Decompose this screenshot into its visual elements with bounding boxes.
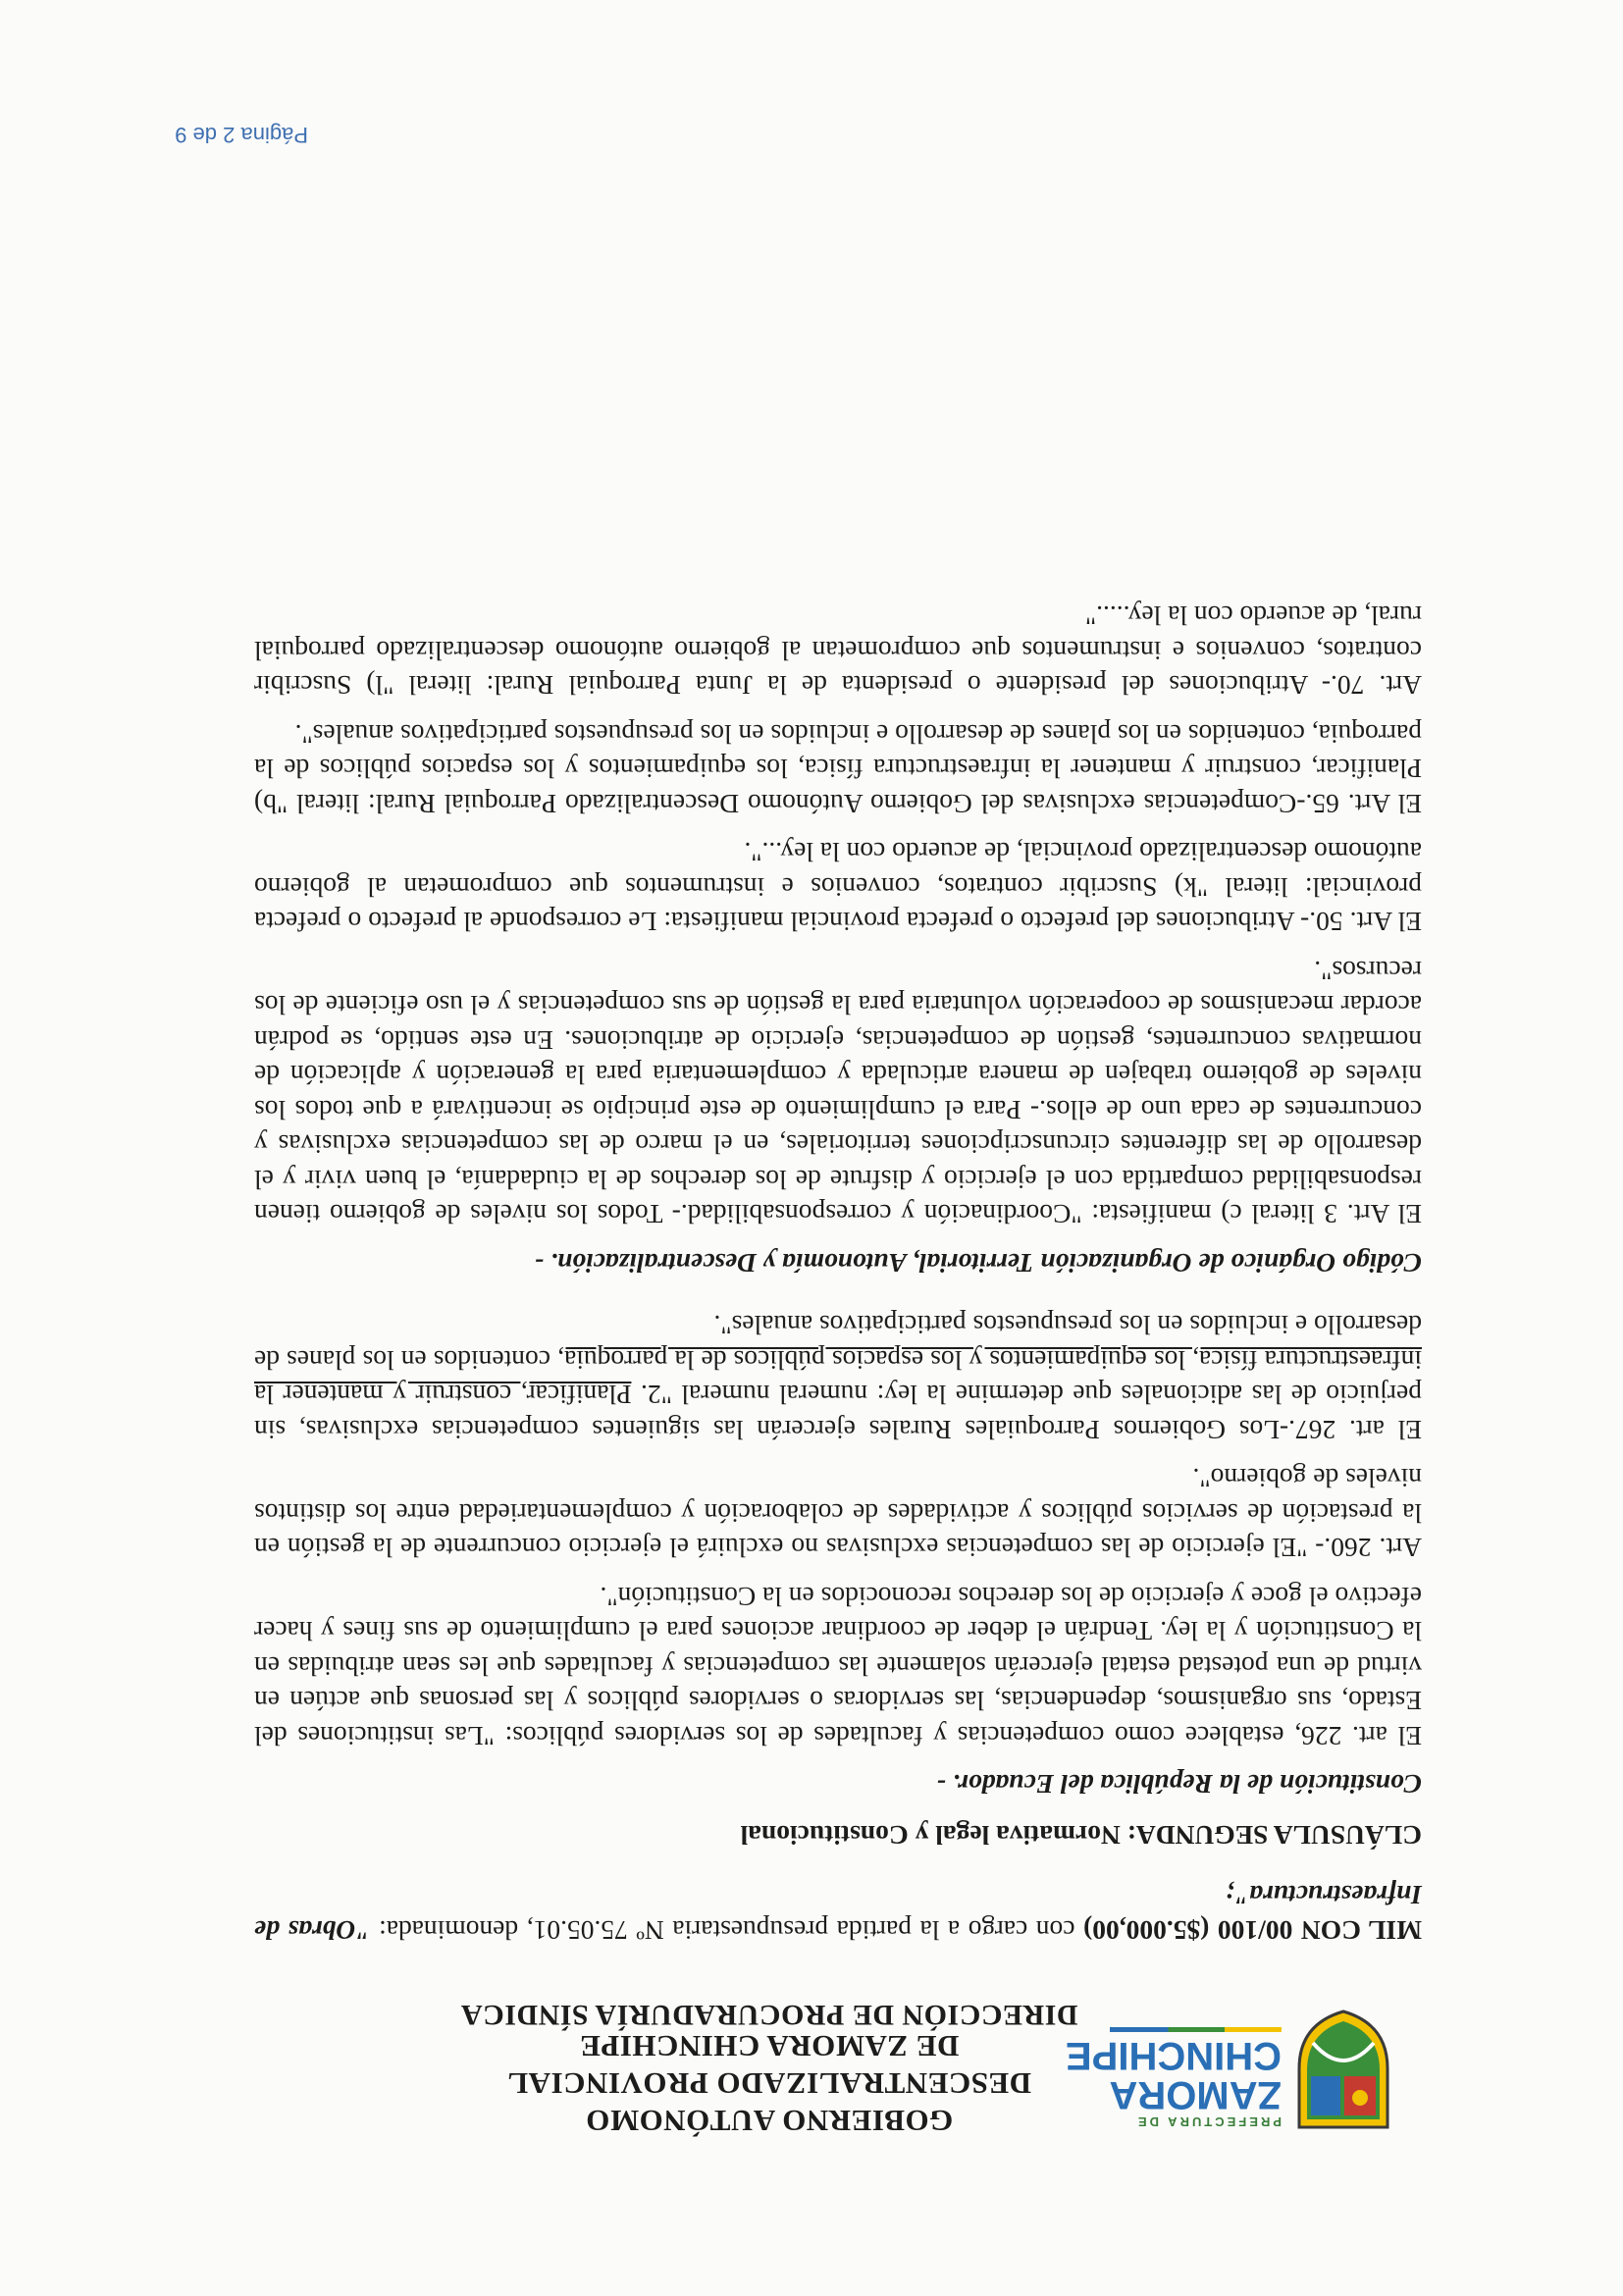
prefectura-logo — [1065, 1982, 1397, 2149]
logo-caption: PREFECTURA DE — [1134, 2114, 1282, 2129]
art-226-paragraph: El art. 226, establece como competencias y facultades de los servidores públicos: "Las instituciones del Estado, sus organismos, dependencias, las servidoras o servidores públicos y las personas que actúen en virtud de una potestad estatal ejercerán solamente las competencias y facultades que les sean atribuidas en la Constitución y la ley. Tendrán el deber de coordinar acciones para el cumplimiento de sus fines y hacer efectivo el goce y ejercicio de los derechos reconocidos en la Constitución". — [254, 1582, 1422, 1751]
coat-of-arms-icon — [1289, 2009, 1397, 2137]
letterhead — [196, 1962, 1397, 2149]
art-3-paragraph: El Art. 3 literal c) manifiesta: "Coordinación y corresponsabilidad.- Todos los niveles de gobierno tienen responsabilidad compartida con el ejercicio y disfrute de los derechos de la ciudadanía, el buen vivir y el desarrollo de las diferentes circunscripciones territoriales, en el marco de las competencias exclusivas y concurrentes de cada uno de ellos.- Para el cumplimiento de este principio se incentivará a que todos los niveles de gobierno trabajen de manera articulada y complementaria para la generación y aplicación de normativas concurrentes, gestión de competencias, ejercicio de atribuciones. En este sentido, se podrán acordar mecanismos de cooperación voluntaria para la gestión de sus competencias y el uso eficiente de los recursos". — [254, 956, 1422, 1230]
intro-rest: con cargo a la partida presupuestaria Nº 75.05.01, denominada: — [370, 1915, 1084, 1946]
intro-paragraph — [254, 1878, 1422, 1948]
logo-wordmark: ZAMORA CHINCHIPE — [1065, 2034, 1282, 2116]
institution-line-2: DE ZAMORA CHINCHIPE — [579, 2029, 960, 2063]
constitution-heading: Constitución de la República del Ecuador. - — [936, 1769, 1422, 1800]
clause-title: CLÁUSULA SEGUNDA: Normativa legal y Constitucional — [740, 1820, 1422, 1851]
art-267-paragraph — [254, 1308, 1422, 1447]
intro-budget-name: "Obras de Infraestructura"; — [254, 1880, 1422, 1946]
logo-color-stripe — [1110, 2027, 1282, 2032]
intro-amount: MIL CON 00/100 ($5.000,00) — [1083, 1915, 1422, 1946]
cootad-heading: Código Orgánico de Organización Territorial, Autonomía y Descentralización. - — [534, 1248, 1422, 1278]
page-number: Página 2 de 9 — [175, 123, 308, 147]
art-267-end: contenidos en los planes de desarrollo e incluidos en los presupuestos participativos anuales". — [253, 1310, 1422, 1376]
art-267-underlined: Planificar, construir y mantener la infraestructura física, los equipamientos y los espacios públicos de la parroquia, — [253, 1345, 1422, 1411]
department-name: DIRECCIÓN DE PROCURADURÍA SÍNDICA — [460, 1999, 1078, 2031]
art-50-paragraph: El Art. 50.- Atribuciones del prefecto o prefecta provincial manifiesta: Le corresponde al prefecto o prefecta provincial: literal "k) Suscribir contratos, convenios e instrumentos que comprometan al gobierno autónomo descentralizado provincial, de acuerdo con la ley...". — [254, 837, 1422, 938]
art-260-paragraph: Art. 260.- "El ejercicio de las competencias exclusivas no excluirá el ejercicio concurrente de la gestión en la prestación de servicios públicos y actividades de colaboración y complementariedad entre los distintos niveles de gobierno". — [254, 1463, 1422, 1564]
institution-name — [436, 2027, 1103, 2139]
institution-line-1: GOBIERNO AUTÓNOMO DESCENTRALIZADO PROVINCIAL — [506, 2066, 1032, 2138]
document-body — [254, 599, 1422, 1948]
art-70-paragraph: Art. 70.- Atribuciones del presidente o presidenta de la Junta Parroquial Rural: literal "l) Suscribir contratos, convenios e instrumentos que comprometan al gobierno autónomo descentralizado parroquial rural, de acuerdo con la ley....." — [254, 600, 1422, 702]
art-267-intro: El art. 267.-Los Gobiernos Parroquiales Rurales ejercerán las siguientes competencias exclusivas, sin perjuicio de las adicionales que determine la ley: numeral numeral "2. — [254, 1380, 1422, 1445]
art-65-paragraph: El Art. 65.-Competencias exclusivas del Gobierno Autónomo Descentralizado Parroquial Rural: literal "b) Planificar, construir y mantener la infraestructura física, los equipamientos y los espacios públicos de la parroquia, contenidos en los planes de desarrollo e incluidos en los presupuestos participativos anuales". — [254, 719, 1422, 819]
